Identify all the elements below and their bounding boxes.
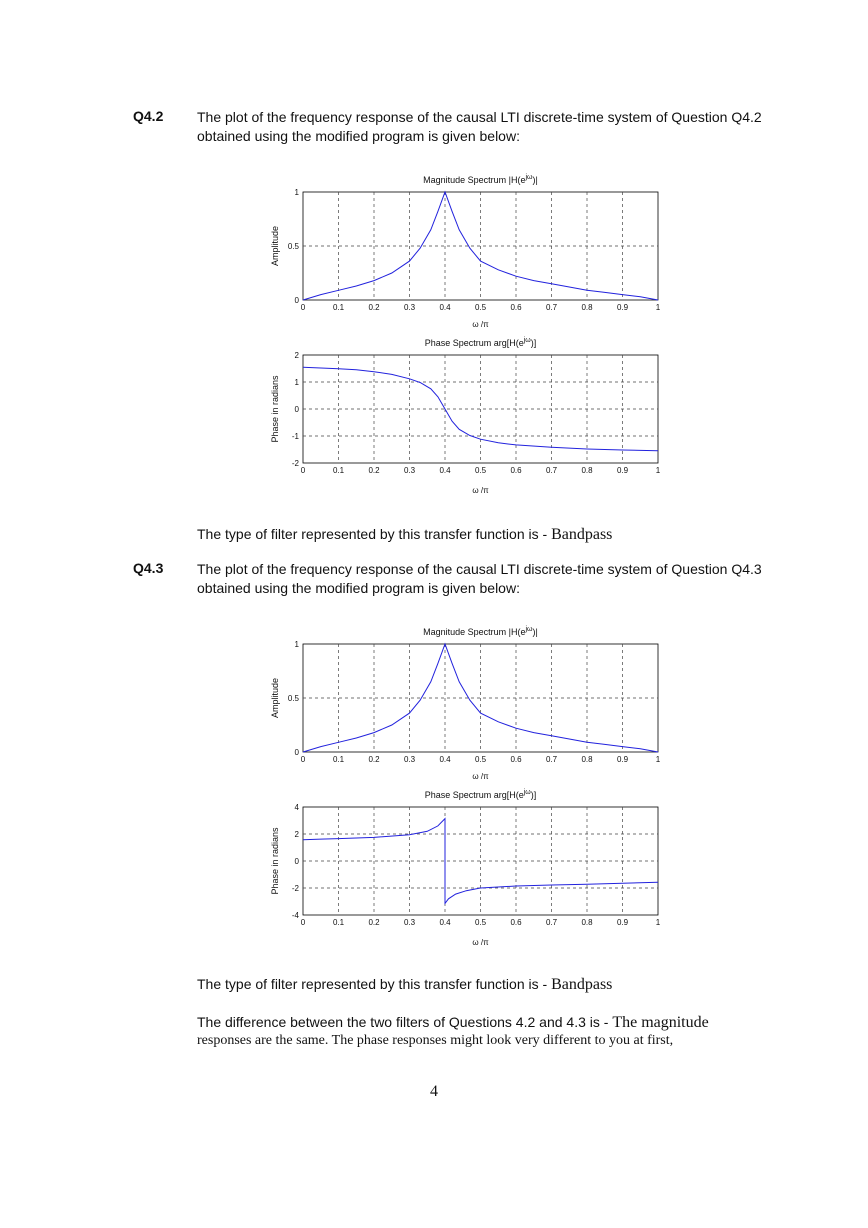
question-text-q43: The plot of the frequency response of the causal LTI discrete-time system of Question Q4.3 obtained using the modified program is given below: [197, 561, 762, 596]
x-tick-label: 0.5 [474, 918, 487, 927]
chart-title: Magnitude Spectrum $|H(e^{j\omega})|$ [423, 626, 538, 637]
x-tick-label: 0.3 [403, 755, 416, 764]
answer-line-q43 [197, 976, 612, 994]
y-tick-label: 0.5 [287, 694, 299, 703]
y-tick-label: 4 [294, 803, 299, 812]
answer-value-q43: Bandpass [551, 976, 613, 993]
magnitude-spectrum-chart-q42 [0, 170, 868, 335]
phase-spectrum-chart-q42 [0, 335, 868, 495]
x-tick-label: 0.2 [368, 755, 380, 764]
x-tick-label: 0.2 [368, 303, 380, 312]
x-tick-label: 0.6 [510, 918, 522, 927]
y-tick-label: -2 [291, 459, 299, 468]
x-tick-label: 0.2 [368, 466, 380, 475]
x-tick-label: 0.6 [510, 303, 522, 312]
x-tick-label: 0.7 [545, 303, 558, 312]
x-tick-label: 0.4 [439, 466, 451, 475]
magnitude-spectrum-chart-q43 [0, 622, 868, 787]
y-tick-label: -4 [291, 911, 299, 920]
x-tick-label: 0.4 [439, 755, 451, 764]
x-tick-label: 0.4 [439, 918, 451, 927]
x-tick-label: 1 [655, 755, 661, 764]
difference-answer-2: responses are the same. The phase responses might look very different to you at first, [197, 1033, 674, 1048]
y-tick-label: 0.5 [287, 242, 299, 251]
x-tick-label: 0.8 [581, 755, 593, 764]
y-tick-label: 2 [294, 830, 299, 839]
x-tick-label: 0.3 [403, 466, 416, 475]
x-tick-label: 0.5 [474, 303, 487, 312]
difference-prefix: The difference between the two filters of Questions 4.2 and 4.3 is - [197, 1014, 609, 1030]
x-tick-label: 0.1 [332, 755, 345, 764]
x-tick-label: 0.1 [332, 303, 345, 312]
x-tick-label: 0.7 [545, 918, 558, 927]
x-tick-label: 0.9 [616, 466, 629, 475]
x-tick-label: 0.7 [545, 755, 558, 764]
x-tick-label: 0.5 [474, 755, 487, 764]
y-axis-label: Amplitude [270, 225, 280, 267]
y-tick-label: 0 [294, 857, 299, 866]
answer-prefix-q43: The type of filter represented by this transfer function is - [197, 976, 548, 992]
page-number: 4 [430, 1083, 438, 1100]
y-tick-label: -1 [291, 432, 299, 441]
answer-prefix-q42: The type of filter represented by this transfer function is - [197, 526, 548, 542]
y-tick-label: -2 [291, 884, 299, 893]
x-tick-label: 0.8 [581, 466, 593, 475]
x-tick-label: 1 [655, 303, 661, 312]
y-tick-label: 0 [294, 296, 299, 305]
y-axis-label: Phase in radians [270, 827, 280, 895]
difference-answer-1: The magnitude [612, 1014, 709, 1031]
x-tick-label: 0 [300, 466, 306, 475]
x-axis-label: ω /π [472, 320, 489, 329]
x-axis-label: ω /π [472, 486, 489, 495]
x-tick-label: 1 [655, 918, 661, 927]
phase-spectrum-chart-q43 [0, 787, 868, 947]
x-axis-label: ω /π [472, 938, 489, 947]
question-label-q43: Q4.3 [133, 560, 164, 576]
x-tick-label: 0.9 [616, 303, 629, 312]
x-tick-label: 0 [300, 303, 306, 312]
x-tick-label: 0.8 [581, 303, 593, 312]
x-tick-label: 0.1 [332, 918, 345, 927]
chart-title: Magnitude Spectrum $|H(e^{j\omega})|$ [423, 174, 538, 185]
question-label-q42: Q4.2 [133, 108, 164, 124]
answer-line-q42 [197, 526, 612, 544]
x-tick-label: 0.9 [616, 755, 629, 764]
y-tick-label: 1 [294, 640, 299, 649]
answer-value-q42: Bandpass [551, 526, 613, 543]
x-axis-label: ω /π [472, 772, 489, 781]
chart-title: Phase Spectrum $arg[H(e^{j\omega})]$ [424, 337, 537, 348]
x-tick-label: 0.5 [474, 466, 487, 475]
y-axis-label: Amplitude [270, 677, 280, 719]
x-tick-label: 0.3 [403, 303, 416, 312]
x-tick-label: 0.6 [510, 466, 522, 475]
x-tick-label: 0.4 [439, 303, 451, 312]
x-tick-label: 0.8 [581, 918, 593, 927]
y-tick-label: 0 [294, 405, 299, 414]
x-tick-label: 0.1 [332, 466, 345, 475]
x-tick-label: 0.9 [616, 918, 629, 927]
x-tick-label: 0 [300, 755, 306, 764]
chart-title: Phase Spectrum $arg[H(e^{j\omega})]$ [424, 789, 537, 800]
y-tick-label: 0 [294, 748, 299, 757]
x-tick-label: 0 [300, 918, 306, 927]
question-text-q42: The plot of the frequency response of the causal LTI discrete-time system of Question Q4.2 obtained using the modified program is given below: [197, 109, 762, 144]
x-tick-label: 0.7 [545, 466, 558, 475]
y-axis-label: Phase in radians [270, 375, 280, 443]
x-tick-label: 0.3 [403, 918, 416, 927]
x-tick-label: 0.2 [368, 918, 380, 927]
x-tick-label: 1 [655, 466, 661, 475]
y-tick-label: 1 [294, 378, 299, 387]
x-tick-label: 0.6 [510, 755, 522, 764]
y-tick-label: 2 [294, 351, 299, 360]
difference-line [197, 1014, 709, 1032]
y-tick-label: 1 [294, 188, 299, 197]
